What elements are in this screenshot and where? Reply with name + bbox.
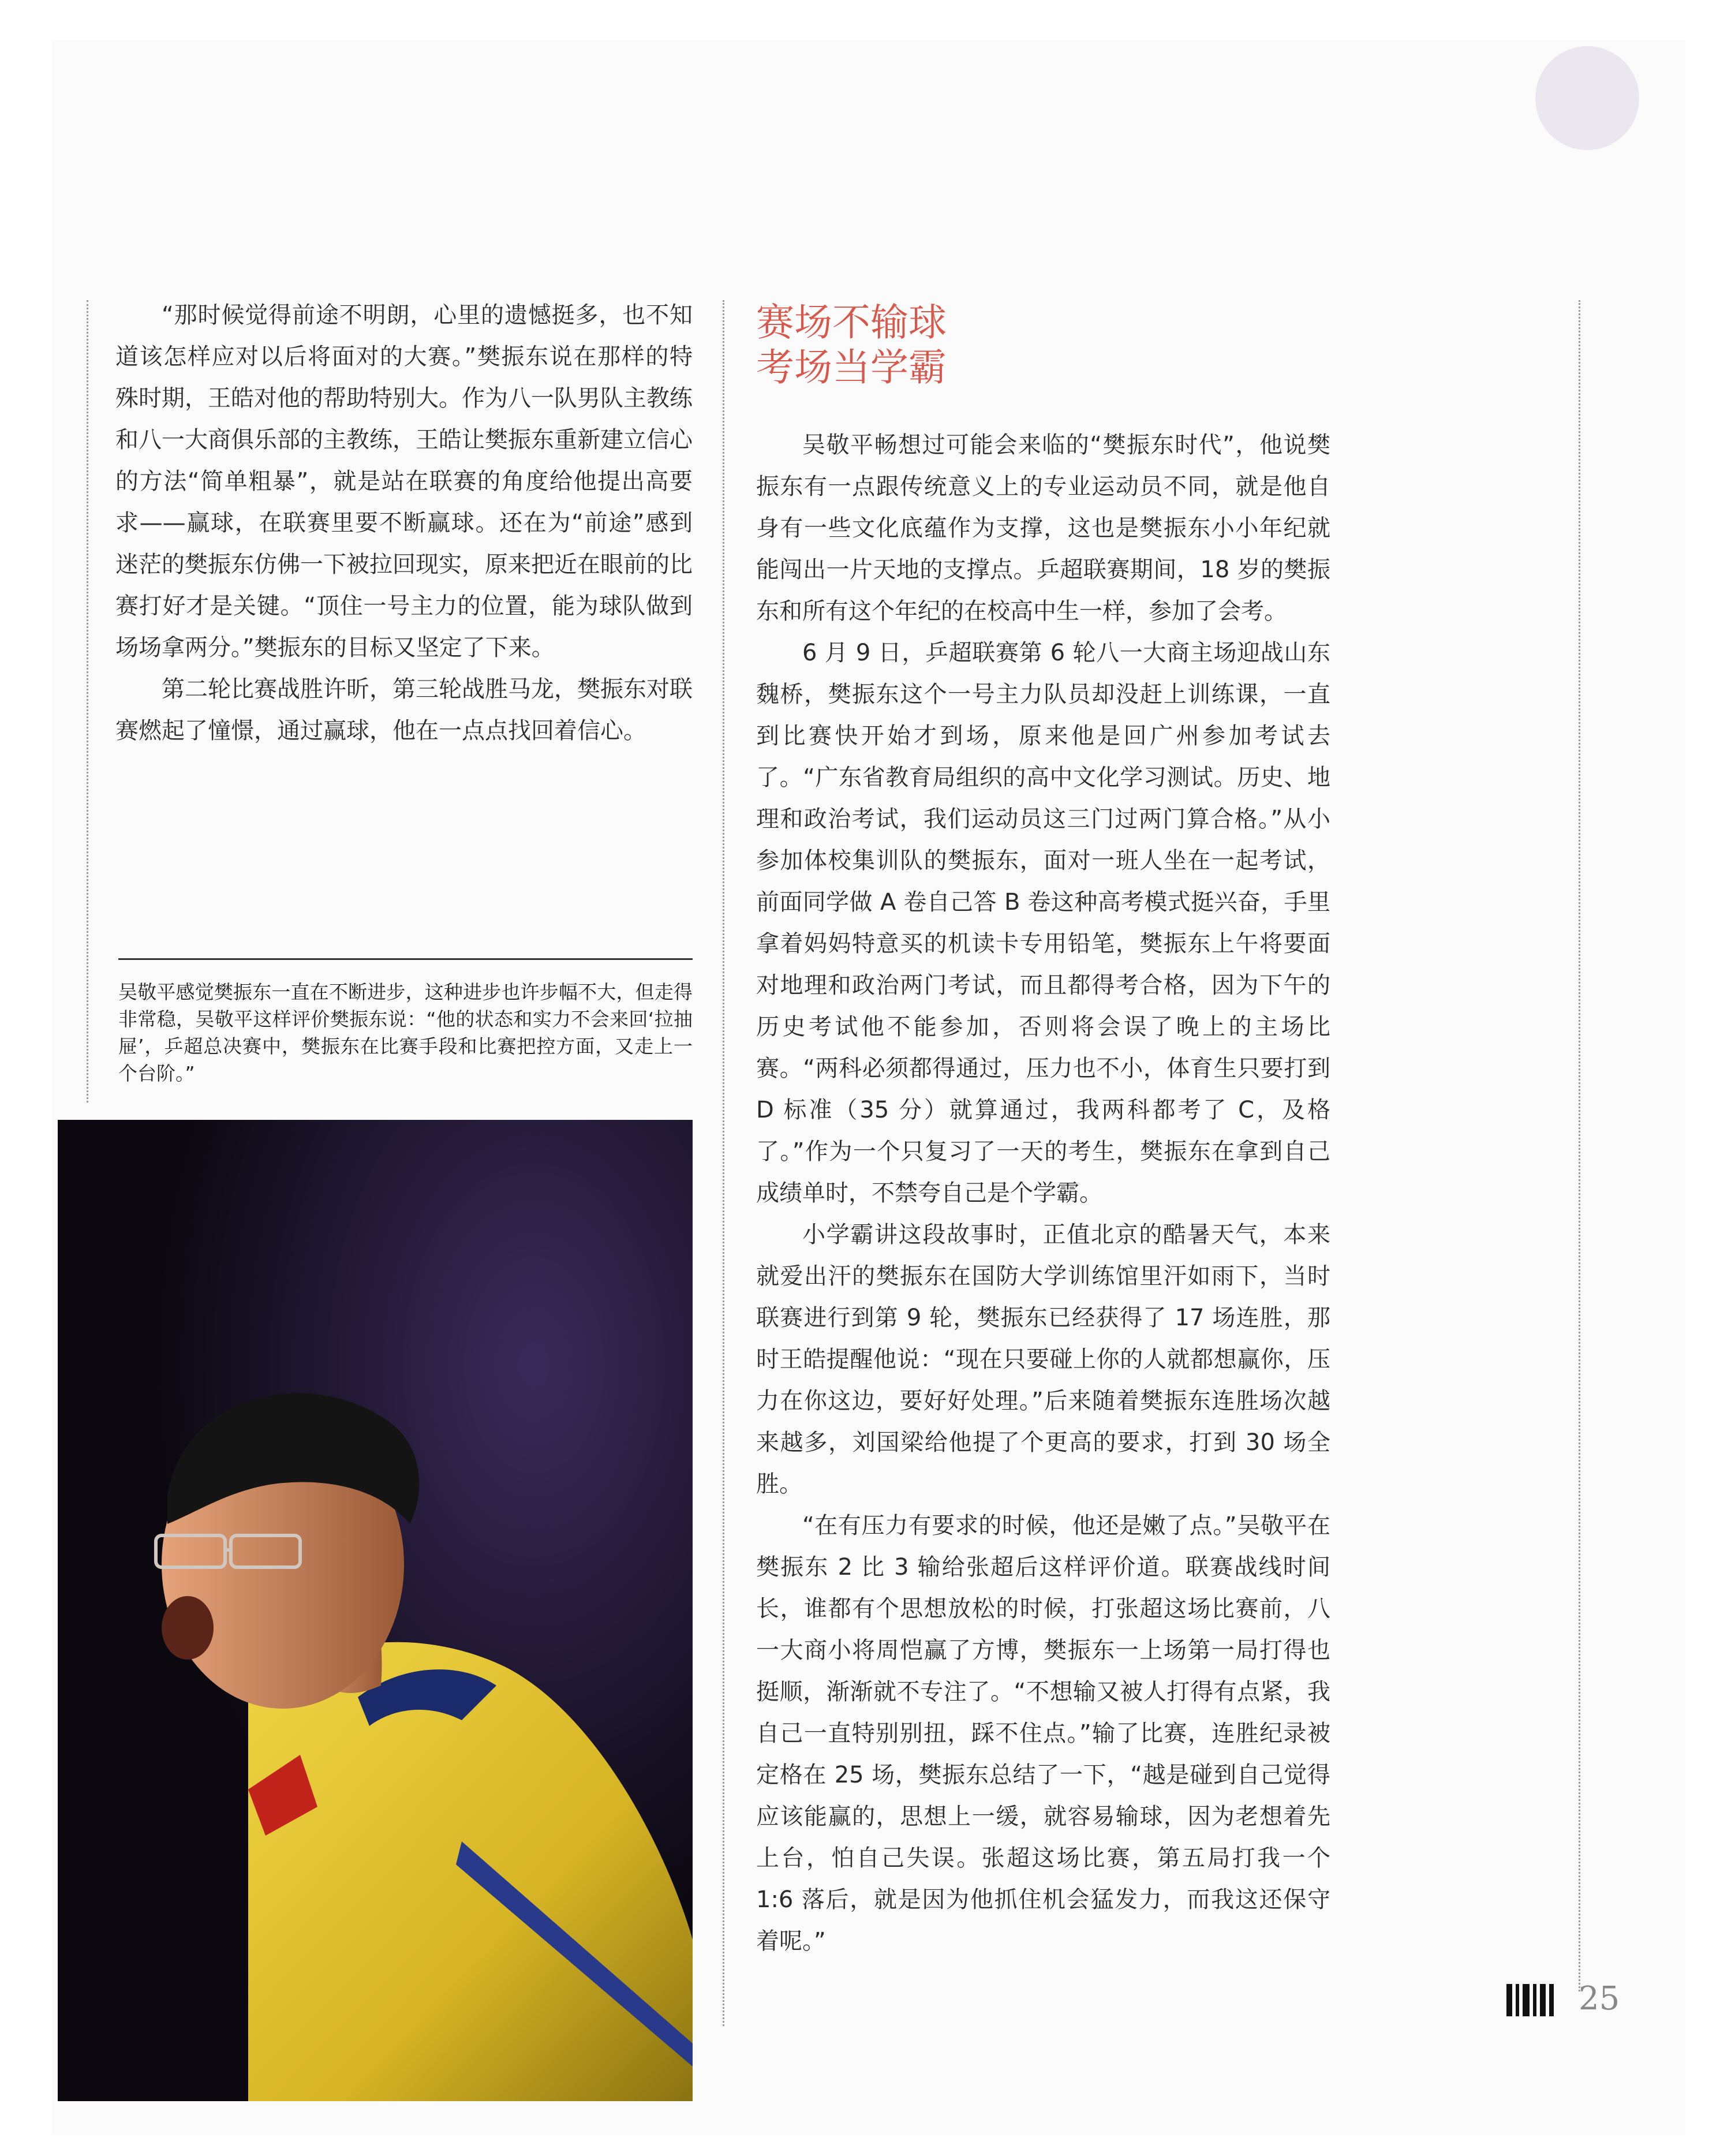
section-heading-line-1: 赛场不输球 (756, 300, 947, 345)
corner-decoration (1535, 46, 1639, 150)
right-dotted-rule (1579, 300, 1580, 1991)
article-paragraph: “在有压力有要求的时候，他还是嫩了点。”吴敬平在樊振东 2 比 3 输给张超后这样评价道。联赛战线时间长，谁都有个思想放松的时候，打张超这场比赛前，八一大商小将周恺赢了方博，樊振东一上场第一局打得也挺顺，渐渐就不专注了。“不想输又被人打得有点紧，我自己一直特别别扭，踩不住点。”输了比赛，连胜纪录被定格在 25 场，樊振东总结了一下，“越是碰到自己觉得应该能赢的，思想上一缓，就容易输球，因为老想着先上台，怕自己失误。张超这场比赛，第五局打我一个 1:6 落后，就是因为他抓住机会猛发力，而我这还保守着呢。” (756, 1512, 1330, 1955)
left-dotted-rule (87, 300, 88, 1103)
section-heading (756, 300, 1218, 390)
article-paragraph: 小学霸讲这段故事时，正值北京的酷暑天气，本来就爱出汗的樊振东在国防大学训练馆里汗如雨下，当时联赛进行到第 9 轮，樊振东已经获得了 17 场连胜，那时王皓提醒他说：“现在只要碰上你的人就都想赢你，压力在你这边，要好好处理。”后来随着樊振东连胜场次越来越多，刘国梁给他提了个更高的要求，打到 30 场全胜。 (756, 1221, 1330, 1497)
right-article-column (756, 424, 1330, 1962)
center-dotted-rule (723, 300, 724, 2026)
coach-photo (58, 1120, 693, 2101)
article-paragraph: 第二轮比赛战胜许昕，第三轮战胜马龙，樊振东对联赛燃起了憧憬，通过赢球，他在一点点找回着信心。 (115, 676, 693, 744)
section-heading-line-2: 考场当学霸 (756, 345, 947, 390)
article-paragraph: 吴敬平畅想过可能会来临的“樊振东时代”，他说樊振东有一点跟传统意义上的专业运动员不同，就是他自身有一些文化底蕴作为支撑，这也是樊振东小小年纪就能闯出一片天地的支撑点。乒超联赛期间，18 岁的樊振东和所有这个年纪的在校高中生一样，参加了会考。 (756, 432, 1330, 625)
caption-divider (118, 958, 693, 960)
page-barcode-mark (1506, 1980, 1570, 2020)
coach-photo-illustration (58, 1120, 693, 2101)
left-article-column (115, 294, 693, 752)
article-paragraph: “那时候觉得前途不明朗，心里的遗憾挺多，也不知道该怎样应对以后将面对的大赛。”樊振东说在那样的特殊时期，王皓对他的帮助特别大。作为八一队男队主教练和八一大商俱乐部的主教练，王皓让樊振东重新建立信心的方法“简单粗暴”，就是站在联赛的角度给他提出高要求——赢球，在联赛里要不断赢球。还在为“前途”感到迷茫的樊振东仿佛一下被拉回现实，原来把近在眼前的比赛打好才是关键。“顶住一号主力的位置，能为球队做到场场拿两分。”樊振东的目标又坚定了下来。 (115, 302, 693, 661)
article-paragraph: 6 月 9 日，乒超联赛第 6 轮八一大商主场迎战山东魏桥，樊振东这个一号主力队员却没赶上训练课，一直到比赛快开始才到场，原来他是回广州参加考试去了。“广东省教育局组织的高中文化学习测试。历史、地理和政治考试，我们运动员这三门过两门算合格。”从小参加体校集训队的樊振东，面对一班人坐在一起考试，前面同学做 A 卷自己答 B 卷这种高考模式挺兴奋，手里拿着妈妈特意买的机读卡专用铅笔，樊振东上午将要面对地理和政治两门考试，而且都得考合格，因为下午的历史考试他不能参加，否则将会误了晚上的主场比赛。“两科必须都得通过，压力也不小，体育生只要打到 D 标准（35 分）就算通过，我两科都考了 C，及格了。”作为一个只复习了一天的考生，樊振东在拿到自己成绩单时，不禁夸自己是个学霸。 (756, 640, 1330, 1206)
page-number: 25 (1579, 1980, 1620, 2017)
photo-caption: 吴敬平感觉樊振东一直在不断进步，这种进步也许步幅不大，但走得非常稳，吴敬平这样评价樊振东说：“他的状态和实力不会来回‘拉抽屉’，乒超总决赛中，樊振东在比赛手段和比赛把控方面，又走上一个台阶。” (118, 981, 693, 1085)
